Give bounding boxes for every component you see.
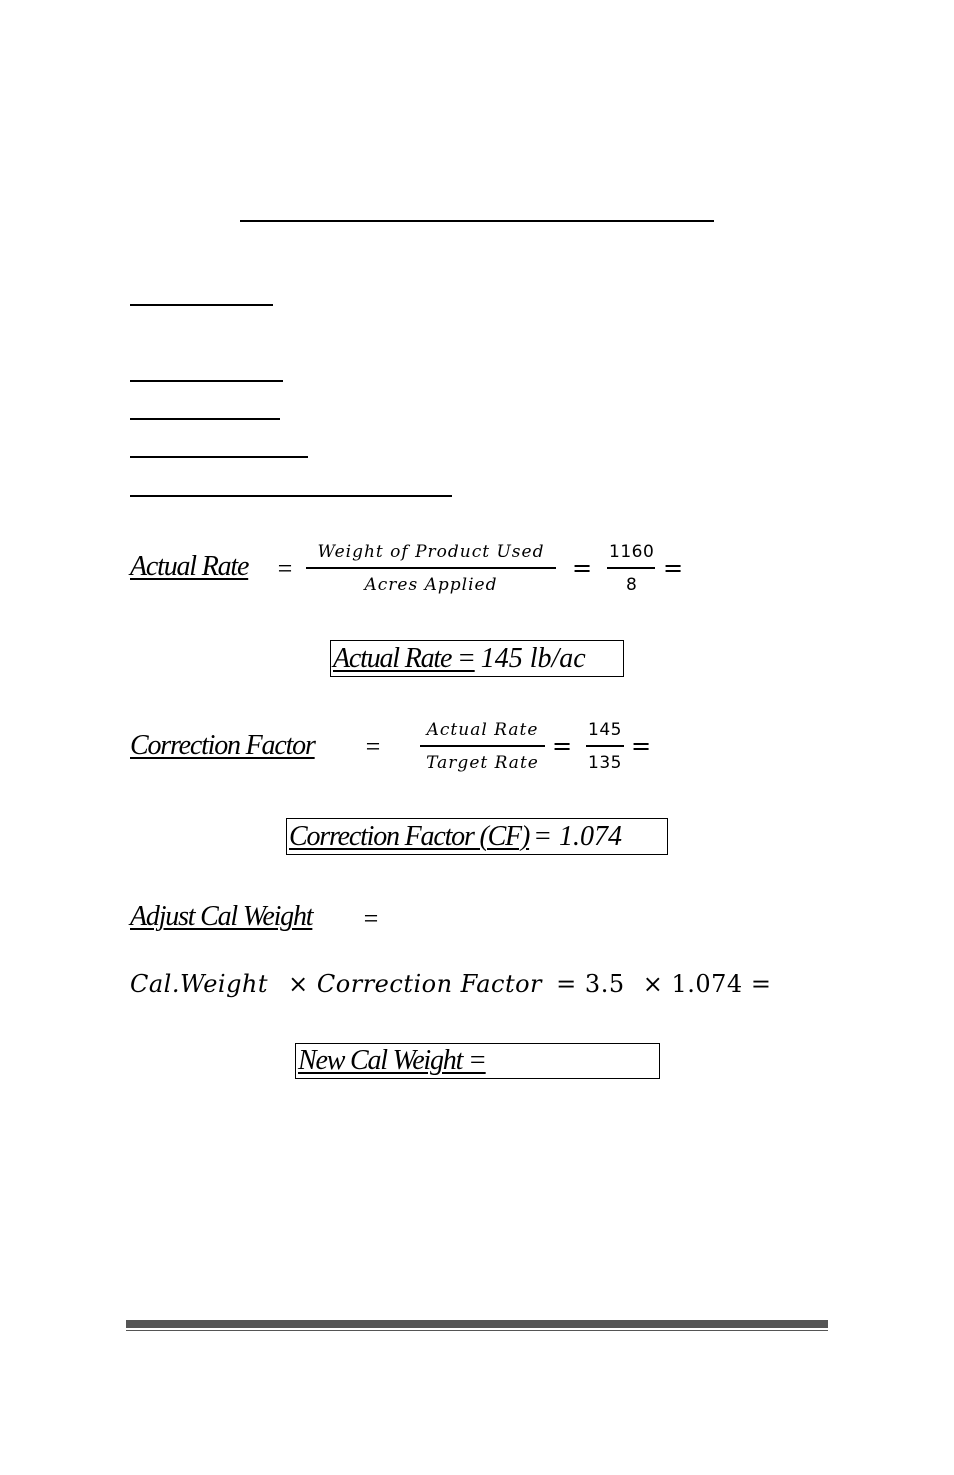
result-value: = 1.074 bbox=[533, 820, 622, 852]
adjust-cal-weight-label: Adjust Cal Weight bbox=[130, 901, 313, 932]
new-cal-weight-result-box bbox=[295, 1043, 660, 1079]
result-label: Correction Factor (CF) bbox=[289, 820, 530, 852]
times-sign: × bbox=[288, 970, 309, 998]
equals-sign: = bbox=[572, 554, 593, 582]
fraction-bar bbox=[420, 745, 545, 747]
formula-value-b: 1.074 bbox=[671, 970, 743, 998]
cal-weight-formula bbox=[130, 972, 771, 996]
field-rule-4 bbox=[130, 495, 452, 497]
title-rule bbox=[240, 220, 714, 222]
field-rule-2 bbox=[130, 418, 280, 420]
correction-factor-result-box bbox=[286, 818, 668, 855]
field-rule-3 bbox=[130, 456, 308, 458]
actual-rate-value-fraction bbox=[607, 544, 656, 594]
equals-sign: = bbox=[364, 732, 382, 761]
result-value: 145 lb/ac bbox=[480, 642, 586, 674]
fraction-denominator: Acres Applied bbox=[364, 575, 498, 595]
result-label: New Cal Weight = bbox=[298, 1045, 486, 1076]
fraction-denominator: 135 bbox=[588, 753, 622, 773]
fraction-numerator: Actual Rate bbox=[426, 720, 539, 740]
times-sign: × bbox=[642, 970, 664, 998]
footer-line bbox=[126, 1330, 828, 1331]
fraction-bar bbox=[586, 745, 624, 747]
fraction-numerator: 1160 bbox=[609, 542, 655, 562]
correction-factor-label: Correction Factor bbox=[130, 730, 315, 761]
actual-rate-result-box bbox=[330, 640, 624, 677]
equals-sign: = bbox=[556, 970, 577, 998]
fraction-denominator: 8 bbox=[625, 575, 638, 595]
correction-factor-formula-fraction bbox=[420, 722, 545, 772]
field-rule-1 bbox=[130, 380, 283, 382]
actual-rate-formula-fraction bbox=[306, 544, 556, 594]
equals-sign: = bbox=[276, 554, 294, 583]
fraction-numerator: Weight of Product Used bbox=[317, 542, 545, 562]
name-rule bbox=[130, 304, 273, 306]
equals-sign: = bbox=[663, 554, 684, 582]
formula-cal-weight: Cal.Weight bbox=[130, 970, 269, 998]
fraction-bar bbox=[306, 567, 556, 569]
equals-sign: = bbox=[552, 732, 573, 760]
formula-correction-factor: Correction Factor bbox=[316, 970, 543, 998]
equals-sign: = bbox=[362, 904, 380, 933]
equals-sign: = bbox=[631, 732, 652, 760]
result-label: Actual Rate = bbox=[333, 642, 475, 674]
fraction-bar bbox=[607, 567, 655, 569]
fraction-denominator: Target Rate bbox=[426, 753, 539, 773]
equals-sign: = bbox=[750, 970, 772, 998]
fraction-numerator: 145 bbox=[588, 720, 622, 740]
formula-value-a: 3.5 bbox=[584, 970, 625, 998]
correction-factor-value-fraction bbox=[586, 722, 624, 772]
footer-bar bbox=[126, 1320, 828, 1328]
actual-rate-label: Actual Rate bbox=[130, 551, 249, 582]
